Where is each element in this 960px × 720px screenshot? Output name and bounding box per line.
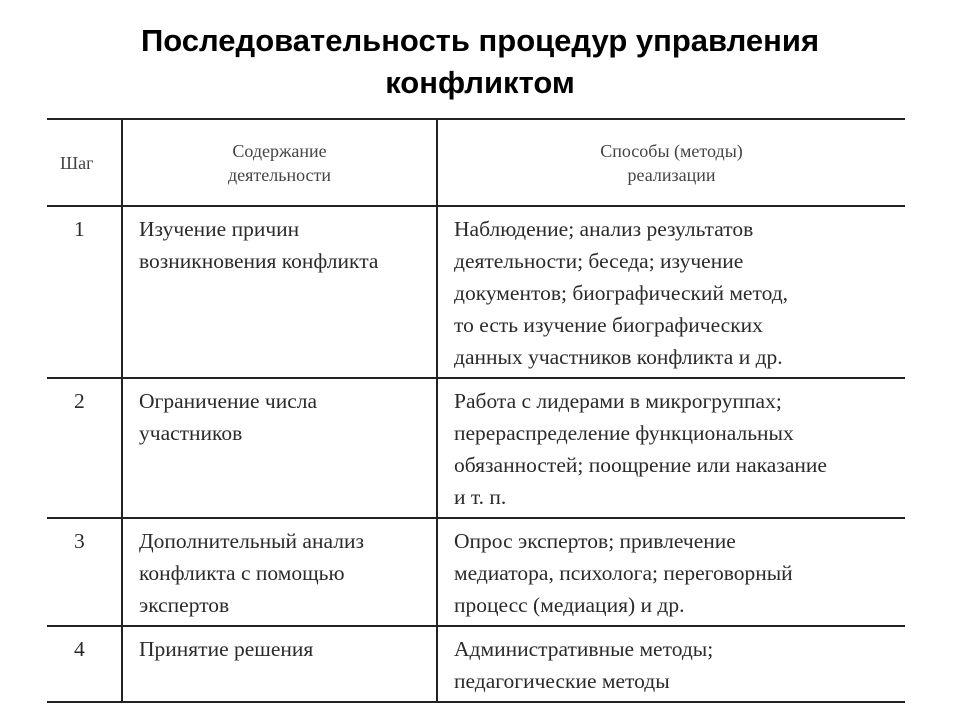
- procedure-table: [47, 118, 905, 703]
- activity-text-line: Дополнительный анализ: [139, 529, 364, 553]
- activity-cell: [122, 378, 437, 518]
- step-number-cell: 1: [74, 217, 85, 241]
- activity-text-line: Принятие решения: [139, 637, 314, 661]
- methods-cell: [437, 378, 905, 518]
- methods-text-line: документов; биографический метод,: [454, 281, 789, 305]
- activity-cell: [122, 626, 437, 702]
- column-header-activity-line-2: деятельности: [227, 164, 332, 185]
- methods-text-line: процесс (медиация) и др.: [454, 593, 685, 617]
- methods-cell: [437, 206, 905, 378]
- activity-cell: [122, 518, 437, 626]
- activity-text-line: участников: [139, 421, 243, 445]
- methods-text-line: перераспределение функциональных: [454, 421, 794, 445]
- table-header-row: [47, 119, 905, 206]
- column-header-activity: [122, 119, 437, 206]
- methods-cell: [437, 518, 905, 626]
- activity-cell: [122, 206, 437, 378]
- page-title-line-2: конфликтом: [385, 65, 575, 100]
- activity-text-line: экспертов: [139, 593, 230, 617]
- column-header-activity-line-1: Содержание: [232, 140, 327, 161]
- procedure-table-container: [47, 118, 905, 703]
- column-header-methods-line-2: реализации: [627, 164, 716, 185]
- page-title-line-1: Последовательность процедур управления: [140, 23, 820, 58]
- column-header-step: Шаг: [60, 152, 94, 173]
- step-number-cell: 4: [74, 637, 85, 661]
- table-row: [47, 206, 905, 378]
- methods-text-line: Опрос экспертов; привлечение: [454, 529, 736, 553]
- methods-text-line: медиатора, психолога; переговорный: [454, 561, 793, 585]
- table-row: [47, 626, 905, 702]
- step-number-cell: 2: [74, 389, 85, 413]
- activity-text-line: Ограничение числа: [139, 389, 318, 413]
- activity-text-line: возникновения конфликта: [139, 249, 379, 273]
- methods-text-line: то есть изучение биографических: [454, 313, 763, 337]
- activity-text-line: конфликта с помощью: [139, 561, 345, 585]
- step-number-cell: 3: [74, 529, 85, 553]
- methods-text-line: Наблюдение; анализ результатов: [454, 217, 754, 241]
- column-header-methods: [437, 119, 905, 206]
- methods-text-line: педагогические методы: [454, 669, 670, 693]
- methods-text-line: и т. п.: [454, 485, 507, 509]
- methods-text-line: Административные методы;: [454, 637, 714, 661]
- table-row: [47, 518, 905, 626]
- table-row: [47, 378, 905, 518]
- methods-text-line: деятельности; беседа; изучение: [454, 249, 744, 273]
- activity-text-line: Изучение причин: [139, 217, 300, 241]
- page-title: [0, 20, 960, 104]
- column-header-methods-line-1: Способы (методы): [600, 140, 743, 161]
- methods-text-line: обязанностей; поощрение или наказание: [454, 453, 827, 477]
- methods-text-line: данных участников конфликта и др.: [454, 345, 783, 369]
- methods-text-line: Работа с лидерами в микрогруппах;: [454, 389, 782, 413]
- methods-cell: [437, 626, 905, 702]
